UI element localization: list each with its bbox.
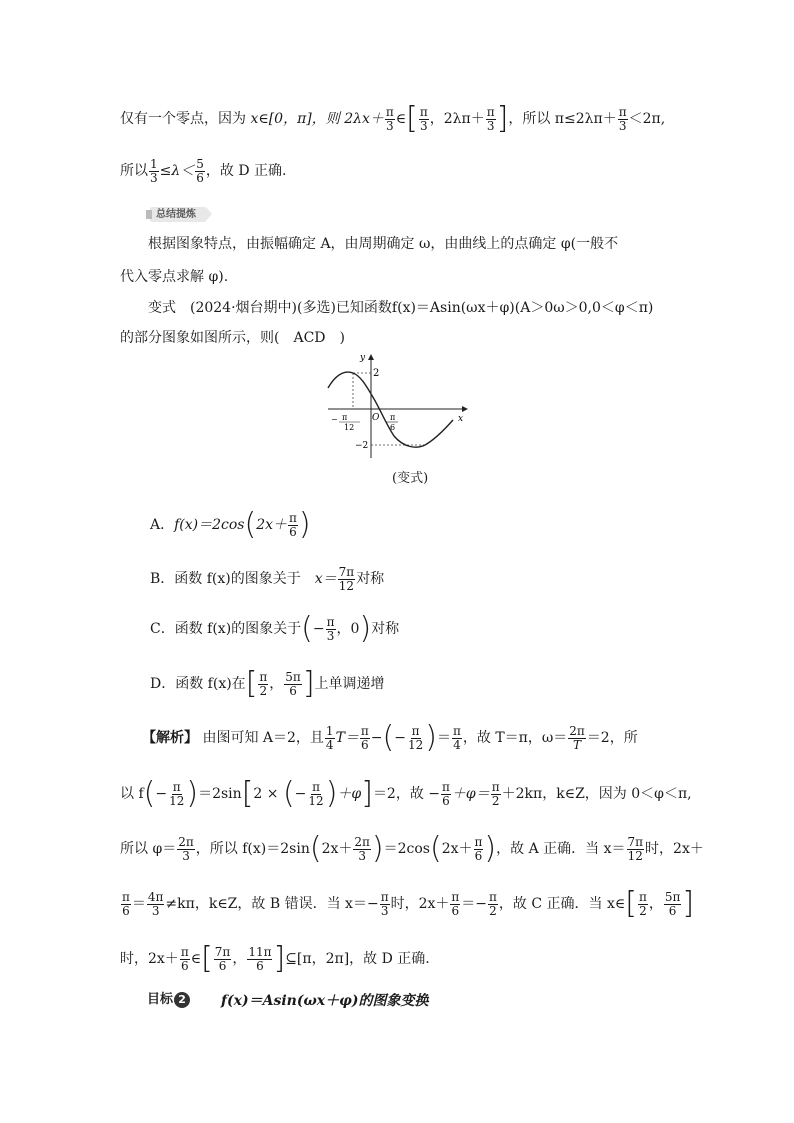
- analysis-line-4: $\frac{\pi}{6}$ ＝ $\frac{4\pi}{3}$ ≠kπ，k∈Z，故 B 错误．当 x＝− $\frac{\pi}{3}$ 时，2x＋ $\frac{\pi}{6}$ ＝− $\frac{\pi}{2}$ ，故 C 正确．当 x∈[ $\frac{\pi}{2}$ ， $\frac{5\pi}{6}$ ]: [122, 886, 695, 922]
- fraction: $\frac{\pi}{3}$: [385, 105, 394, 133]
- analysis-tag: 【解析】: [142, 730, 198, 747]
- fraction: $\frac{\pi}{3}$: [486, 105, 495, 133]
- fraction: $\frac{5}{6}$: [196, 157, 204, 185]
- svg-text:2: 2: [373, 368, 380, 379]
- summary-line-2: 代入零点求解 φ).: [120, 269, 229, 285]
- analysis-line-5: 时，2x＋ $\frac{\pi}{6}$ ∈[ $\frac{7\pi}{6}$ ， $\frac{11\pi}{6}$ ]⊆[π，2π]，故 D 正确.: [120, 941, 430, 977]
- analysis-line-2: 以 f(− $\frac{\pi}{12}$ )＝2sin[2 × (− $\frac{\pi}{12}$ )＋φ]＝2，故 − $\frac{\pi}{6}$ ＋φ＝ $\frac{\pi}{2}$ ＋2kπ，k∈Z，因为 0＜φ＜π,: [120, 776, 692, 812]
- y-axis-arrow-icon: [368, 354, 374, 360]
- option-c: C．函数 f(x)的图象关于(− $\frac{\pi}{3}$ ，0)对称: [150, 611, 400, 647]
- summary-line-1: 根据图象特点，由振幅确定 A，由周期确定 ω，由曲线上的点确定 φ(一般不: [148, 236, 619, 252]
- svg-text:O: O: [372, 413, 380, 423]
- svg-text:x: x: [458, 414, 464, 424]
- prev-line-1: 仅有一个零点，因为 x∈[0，π]，则 2λx＋ $\frac{\pi}{3}$ ∈[ $\frac{\pi}{3}$ ，2λπ＋ $\frac{\pi}{3}$ ]，所以 π≤2λπ＋ $\frac{\pi}{3}$ ＜2π,: [120, 101, 666, 137]
- variant-line-1: 变式 (2024·烟台期中)(多选)已知函数f(x)＝Asin(ωx＋φ)(A＞0ω＞0,0＜φ＜π): [148, 300, 654, 316]
- analysis-line-1: 【解析】 由图可知 A＝2，且 $\frac{1}{4}$ T＝ $\frac{\pi}{6}$ −(− $\frac{\pi}{12}$ )＝ $\frac{\pi}{4}$ ，故 T＝π，ω＝ $\frac{2\pi}{T}$ ＝2，所: [142, 720, 638, 756]
- svg-text:12: 12: [344, 423, 355, 432]
- svg-text:π: π: [390, 413, 396, 422]
- variant-line-2: 的部分图象如图所示，则( ACD ): [120, 330, 345, 346]
- fraction: $\frac{\pi}{3}$: [419, 105, 428, 133]
- figure-caption: (变式): [392, 471, 429, 486]
- sine-graph: [322, 352, 472, 462]
- section-title: f(x)＝Asin(ωx＋φ)的图象变换: [221, 993, 429, 1009]
- svg-text:−: −: [331, 415, 338, 424]
- svg-text:−2: −2: [355, 441, 369, 451]
- prev-line-2: 所以 $\frac{1}{3}$ ≤λ＜ $\frac{5}{6}$ ，故 D 正确.: [120, 157, 287, 185]
- x-axis-arrow-icon: [462, 406, 468, 412]
- option-b: B．函数 f(x)的图象关于 x＝ $\frac{7\pi}{12}$ 对称: [150, 565, 385, 593]
- target-badge: 目标 2: [147, 988, 207, 1006]
- svg-text:y: y: [360, 353, 366, 363]
- sine-curve: [328, 372, 453, 447]
- analysis-line-3: 所以 φ＝ $\frac{2\pi}{3}$ ，所以 f(x)＝2sin(2x＋ $\frac{2\pi}{3}$ )＝2cos(2x＋ $\frac{\pi}{6}$ )，故 A 正确．当 x＝ $\frac{7\pi}{12}$ 时，2x＋: [120, 831, 704, 867]
- option-d: D．函数 f(x)在[ $\frac{\pi}{2}$ ， $\frac{5\pi}{6}$ ]上单调递增: [150, 666, 385, 702]
- summary-tag: 总结提炼: [150, 207, 206, 222]
- fraction: $\frac{\pi}{3}$: [618, 105, 627, 133]
- svg-text:π: π: [342, 413, 348, 422]
- option-a: A．f(x)＝2cos(2x＋ $\frac{\pi}{6}$ ): [150, 507, 311, 543]
- fraction: $\frac{1}{3}$: [150, 157, 158, 185]
- svg-text:6: 6: [390, 423, 396, 432]
